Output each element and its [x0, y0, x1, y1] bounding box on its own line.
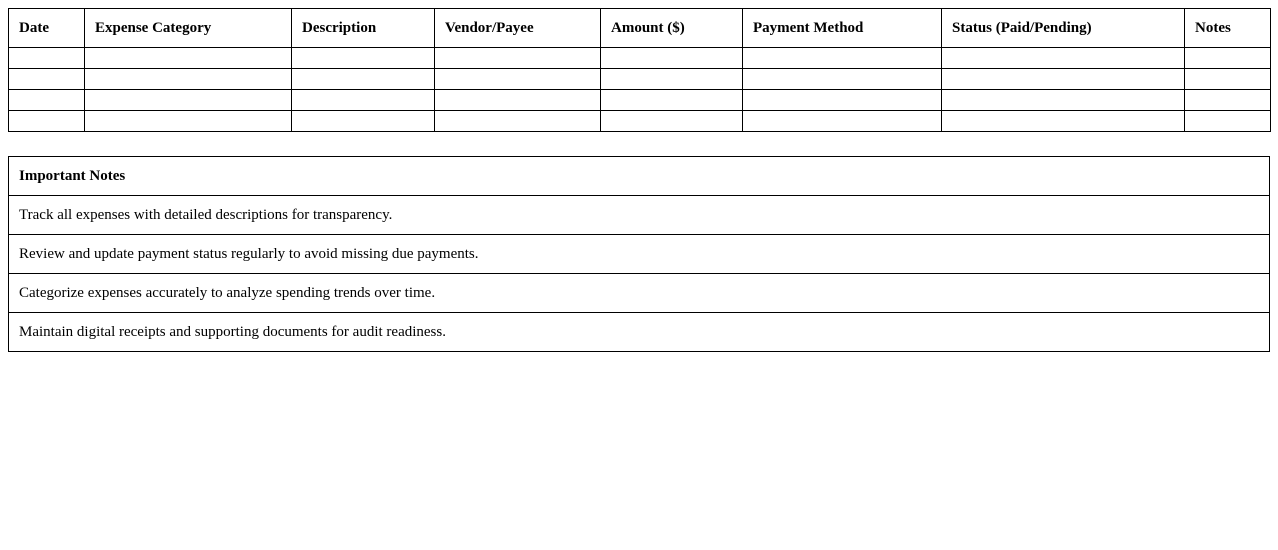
table-cell[interactable] [601, 48, 743, 69]
table-cell[interactable] [942, 69, 1185, 90]
table-cell[interactable] [743, 90, 942, 111]
table-cell[interactable] [435, 48, 601, 69]
notes-title: Important Notes [9, 157, 1270, 196]
expense-table-header-row [9, 9, 1271, 48]
table-cell[interactable] [9, 111, 85, 132]
table-cell[interactable] [292, 111, 435, 132]
table-cell[interactable] [1185, 48, 1271, 69]
table-cell[interactable] [601, 69, 743, 90]
table-cell[interactable] [942, 90, 1185, 111]
table-cell[interactable] [743, 48, 942, 69]
note-text: Maintain digital receipts and supporting documents for audit readiness. [9, 313, 1270, 352]
table-cell[interactable] [9, 90, 85, 111]
list-item [9, 235, 1270, 274]
table-cell[interactable] [9, 48, 85, 69]
table-cell[interactable] [85, 111, 292, 132]
table-row [9, 111, 1271, 132]
table-row [9, 48, 1271, 69]
column-header-amount: Amount ($) [601, 9, 743, 48]
table-cell[interactable] [1185, 69, 1271, 90]
table-cell[interactable] [85, 69, 292, 90]
table-cell[interactable] [292, 48, 435, 69]
table-cell[interactable] [435, 90, 601, 111]
table-cell[interactable] [743, 69, 942, 90]
note-text: Track all expenses with detailed descriptions for transparency. [9, 196, 1270, 235]
table-cell[interactable] [9, 69, 85, 90]
table-cell[interactable] [1185, 111, 1271, 132]
table-cell[interactable] [942, 48, 1185, 69]
table-cell[interactable] [435, 111, 601, 132]
important-notes-table [8, 156, 1270, 352]
table-cell[interactable] [435, 69, 601, 90]
table-row [9, 90, 1271, 111]
expense-table [8, 8, 1271, 132]
column-header-description: Description [292, 9, 435, 48]
table-cell[interactable] [292, 69, 435, 90]
table-cell[interactable] [85, 48, 292, 69]
column-header-payment-method: Payment Method [743, 9, 942, 48]
table-row [9, 69, 1271, 90]
list-item [9, 196, 1270, 235]
notes-header-row [9, 157, 1270, 196]
column-header-status: Status (Paid/Pending) [942, 9, 1185, 48]
note-text: Categorize expenses accurately to analyze spending trends over time. [9, 274, 1270, 313]
table-cell[interactable] [292, 90, 435, 111]
column-header-expense-category: Expense Category [85, 9, 292, 48]
note-text: Review and update payment status regularly to avoid missing due payments. [9, 235, 1270, 274]
table-cell[interactable] [743, 111, 942, 132]
table-cell[interactable] [1185, 90, 1271, 111]
column-header-notes: Notes [1185, 9, 1271, 48]
column-header-vendor-payee: Vendor/Payee [435, 9, 601, 48]
table-cell[interactable] [942, 111, 1185, 132]
table-cell[interactable] [601, 90, 743, 111]
list-item [9, 313, 1270, 352]
list-item [9, 274, 1270, 313]
column-header-date: Date [9, 9, 85, 48]
table-cell[interactable] [85, 90, 292, 111]
table-cell[interactable] [601, 111, 743, 132]
